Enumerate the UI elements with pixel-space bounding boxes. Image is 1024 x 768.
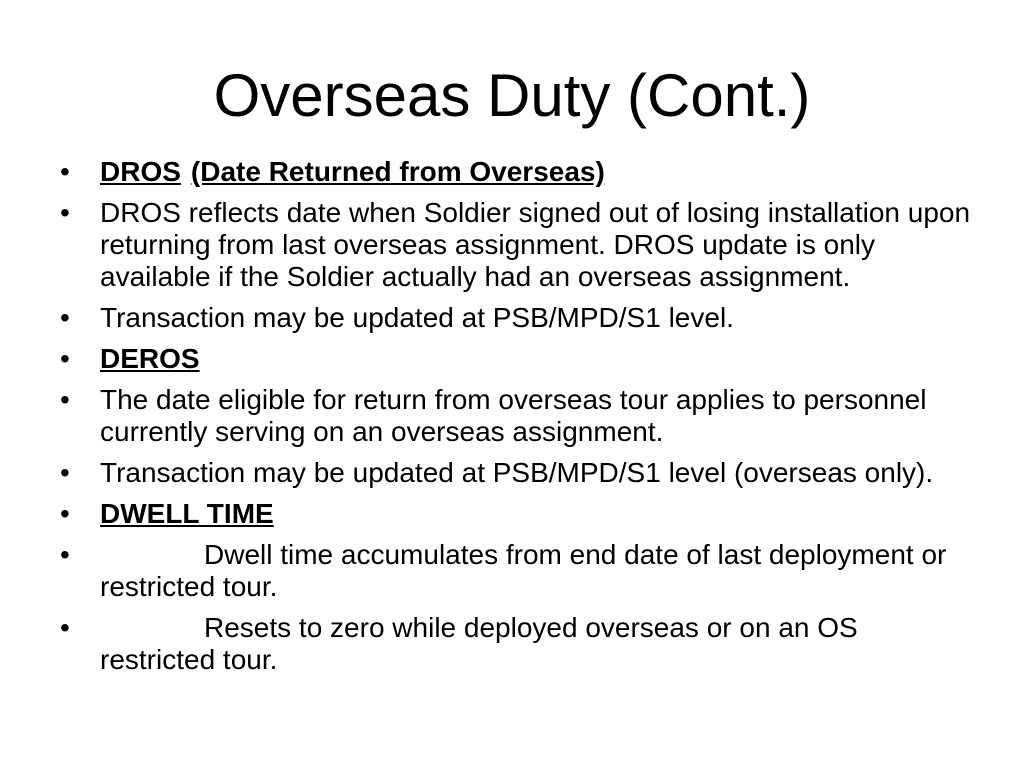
bullet-text: Transaction may be updated at PSB/MPD/S1 level.	[100, 302, 734, 333]
bullet-list	[60, 156, 980, 685]
bullet-icon: •	[60, 156, 70, 187]
bullet-text: DROS reflects date when Soldier signed out of losing installation upon returning from last overseas assignment. DROS update is only available if the Soldier actually had an overseas assignment.	[100, 197, 971, 292]
bullet-item-dros-transaction	[60, 302, 980, 334]
bullet-item-dwell-accumulates	[60, 539, 980, 603]
bullet-icon: •	[60, 384, 70, 415]
bullet-item-deros-description	[60, 384, 980, 448]
bullet-item-dros-heading	[60, 156, 980, 188]
bullet-text: Dwell time accumulates from end date of last deployment or restricted tour.	[100, 539, 947, 602]
bullet-icon: •	[60, 498, 70, 529]
bullet-icon: •	[60, 197, 70, 228]
bullet-item-deros-transaction	[60, 457, 980, 489]
bullet-text: The date eligible for return from overseas tour applies to personnel currently serving on an overseas assignment.	[100, 384, 927, 447]
bullet-item-dros-description	[60, 197, 980, 293]
section-heading-deros: DEROS	[100, 343, 200, 374]
section-heading-dwell-time: DWELL TIME	[100, 498, 274, 529]
bullet-icon: •	[60, 539, 70, 570]
bullet-item-dwell-heading	[60, 498, 980, 530]
bullet-item-deros-heading	[60, 343, 980, 375]
bullet-item-dwell-resets	[60, 612, 980, 676]
bullet-icon: •	[60, 343, 70, 374]
bullet-text: Transaction may be updated at PSB/MPD/S1 level (overseas only).	[100, 457, 934, 488]
section-heading-dros	[100, 156, 605, 187]
heading-sublabel: (Date Returned from Overseas)	[190, 156, 605, 187]
bullet-icon: •	[60, 302, 70, 333]
bullet-text: Resets to zero while deployed overseas or on an OS restricted tour.	[100, 612, 858, 675]
bullet-icon: •	[60, 612, 70, 643]
slide-title: Overseas Duty (Cont.)	[213, 62, 811, 129]
bullet-icon: •	[60, 457, 70, 488]
heading-label: DROS	[100, 156, 181, 187]
